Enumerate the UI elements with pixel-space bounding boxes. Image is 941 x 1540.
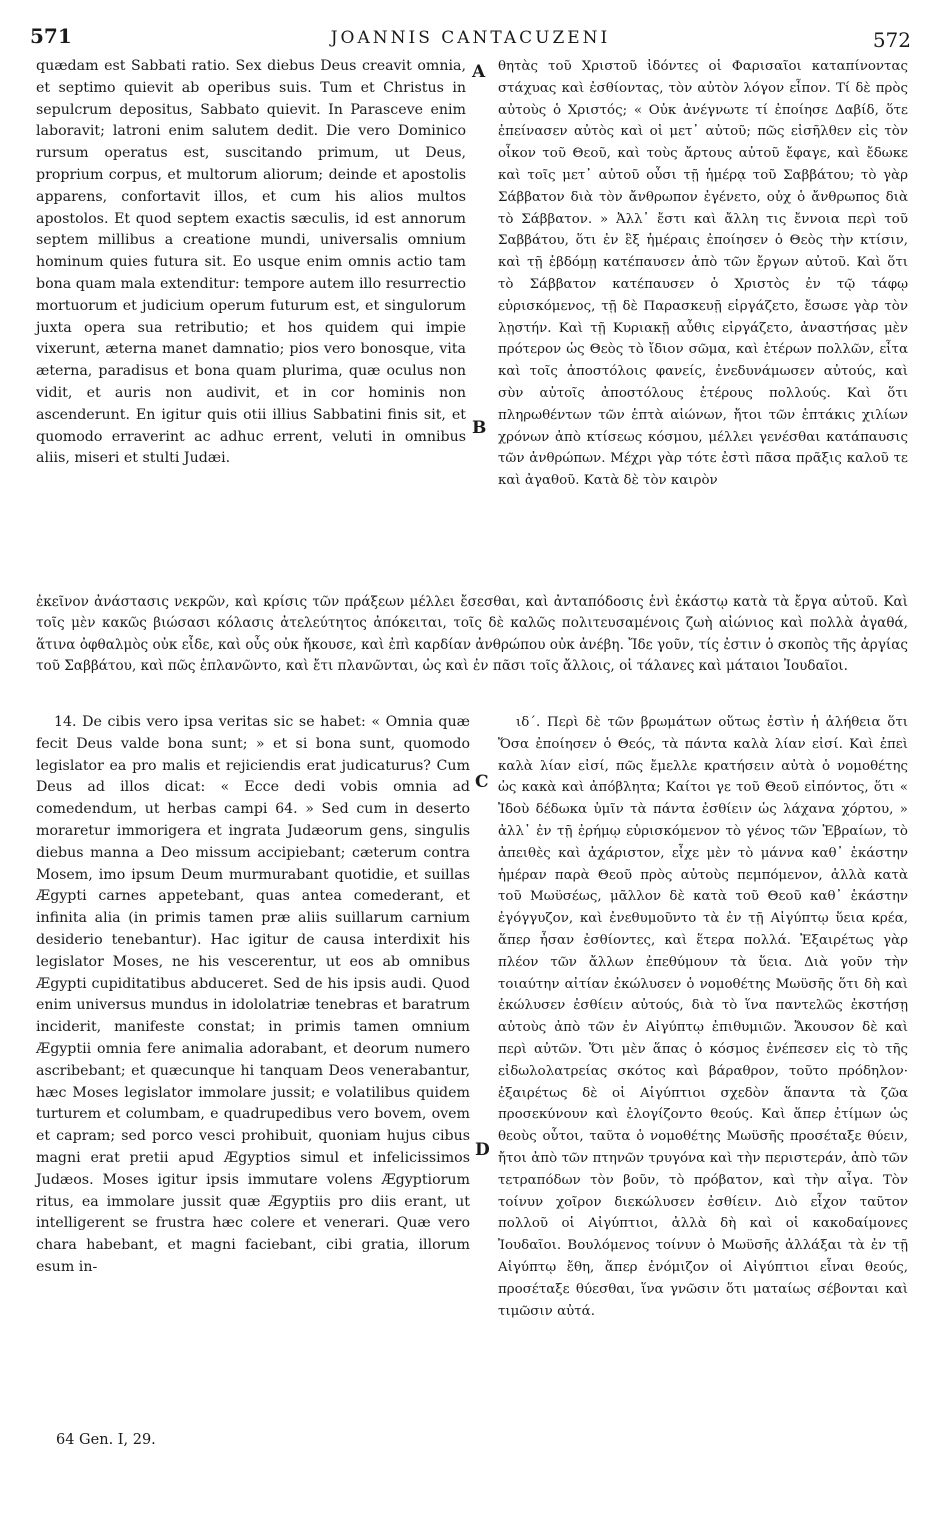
margin-marker-b: B bbox=[472, 418, 487, 438]
margin-marker-d: D bbox=[475, 1140, 490, 1160]
margin-marker-c: C bbox=[475, 772, 489, 792]
page-number-left: 571 bbox=[30, 24, 72, 48]
footnote: 64 Gen. I, 29. bbox=[56, 1432, 156, 1448]
page-number-right: 572 bbox=[872, 28, 911, 52]
greek-paragraph: θητὰς τοῦ Χριστοῦ ἰδόντες οἱ Φαρισαῖοι καταπίνοντας στάχυας καὶ ἐσθίοντας, τὸν αὐτὸν λόγον εἶπον. Τί δὲ πρὸς αὐτοὺς ὁ Χριστός; « Οὐκ ἀνέγνωτε τί ἐποίησε Δαβίδ, ὅτε ἐπείνασεν αὐτὸς καὶ οἱ μετ᾽ αὐτοῦ; πῶς εἰσῆλθεν εἰς τὸν οἶκον τοῦ Θεοῦ, καὶ τοὺς ἄρτους αὐτοῦ ἔφαγε, καὶ ἔδωκε καὶ τοῖς μετ᾽ αὐτοῦ οὖσι τῇ ἡμέρᾳ τοῦ Σαββάτου; τὸ γὰρ Σάββατον διὰ τὸν ἄνθρωπον ἐγένετο, οὐχ ὁ ἄνθρωπος διὰ τὸ Σάββατον. » Ἀλλ᾽ ἔστι καὶ ἄλλη τις ἔννοια περὶ τοῦ Σαββάτου, ὅτι ἐν ἓξ ἡμέραις ἐποίησεν ὁ Θεὸς τὴν κτίσιν, καὶ τῇ ἑβδόμῃ κατέπαυσεν ἀπὸ τῶν ἔργων αὐτοῦ. Καὶ ὅτι τὸ Σάββατον κατέπαυσεν ὁ Χριστὸς ἐν τῷ τάφῳ εὑρισκόμενος, τῇ δὲ Παρασκευῇ εἰργάζετο, ἔσωσε γὰρ τὸν λῃστήν. Καὶ τῇ Κυριακῇ αὖθις εἰργάζετο, ἀναστήσας μὲν πρότερον ὡς Θεὸς τὸ ἴδιον σῶμα, καὶ ἑτέρων πολλῶν, εἶτα καὶ τοῖς ἀποστόλοις φανείς, ἐνεδυνάμωσεν αὐτούς, καὶ σὺν αὐτοῖς ἀποστόλους ἑτέρους πολλούς. Καὶ ὅτι πληρωθέντων τῶν ἑπτὰ αἰώνων, ἤτοι τῶν ἑπτάκις χιλίων χρόνων ἀπὸ κτίσεως κόσμου, μέλλει γενέσθαι κατάπαυσις τῶν ἀνθρώπων. Μέχρι γὰρ τότε ἐστὶ πᾶσα πρᾶξις καλοῦ τε καὶ ἀγαθοῦ. Κατὰ δὲ τὸν καιρὸν bbox=[498, 59, 908, 489]
greek-column-bottom bbox=[498, 712, 908, 1322]
greek-paragraph: ἐκεῖνον ἀνάστασις νεκρῶν, καὶ κρίσις τῶν πράξεων μέλλει ἔσεσθαι, καὶ ἀνταπόδοσις ἑνὶ ἑκάστῳ κατὰ τὰ ἔργα αὐτοῦ. Καὶ τοῖς μὲν κακῶς βιώσασι κόλασις ἀτελεύτητος ἀπόκειται, τοῖς δὲ καλῶς πολιτευσαμένοις ζωὴ αἰώνιος καὶ πολλὰ ἀγαθά, ἅτινα ὀφθαλμὸς οὐκ εἶδε, καὶ οὖς οὐκ ἤκουσε, καὶ ἐπὶ καρδίαν ἀνθρώπου οὐκ ἀνέβη. Ἴδε γοῦν, τίς ἐστιν ὁ σκοπὸς τῆς ἀργίας τοῦ Σαββάτου, καὶ πῶς ἐπλανῶντο, καὶ ἔτι πλανῶνται, ὡς καὶ ἐν πᾶσι τοῖς ἄλλοις, οἱ τάλανες καὶ μάταιοι Ἰουδαῖοι. bbox=[36, 594, 908, 675]
margin-marker-a: A bbox=[472, 62, 486, 82]
running-header bbox=[30, 24, 911, 54]
latin-column-top bbox=[36, 56, 466, 470]
running-title: JOANNIS CANTACUZENI bbox=[330, 28, 611, 48]
latin-paragraph: 14. De cibis vero ipsa veritas sic se habet: « Omnia quæ fecit Deus valde bona sunt; » et si bona sunt, quomodo legislator ea pro malis et rejiciendis erat judicaturus? Cum Deus ad illos dicat: « Ecce dedi vobis omnia ad comedendum, ut herbas campi 64. » Sed cum in deserto moraretur immorigera et ingrata Judæorum gens, singulis diebus manna a Deo missum accipiebant; cæterum contra Mosem, imo ipsum Deum murmurabant quotidie, et suillas Ægypti carnes appetebant, quas antea comederant, et infinita alia (in primis tamen præ aliis suillarum carnium desiderio tenebantur). Hac igitur de causa interdixit his legislator Moses, ne his vescerentur, ut eos ab omnibus Ægypti cupiditatibus abduceret. Sed de his ipsis audi. Quod enim universus mundus in idololatriæ tenebras et baratrum inciderit, manifeste constat; in primis tamen omnium Ægyptii omnia fere animalia adorabant, et deorum numero ascribebant; et quæcunque hi tanquam Deos venerabantur, hæc Moses legislator immolare jussit; e volatilibus quidem turturem et columbam, e quadrupedibus vero bovem, ovem et capram; sed porco vesci prohibuit, quoniam hujus cibus magni erat pretii apud Ægyptios simul et infelicissimos Judæos. Moses igitur ipsis immutare volens Ægyptiorum ritus, ea immolare jussit quæ Ægyptiis pro diis erant, ut intelligerent se frustra hæc colere et venerari. Quæ vero chara habebant, et magni faciebant, cibi gratia, illorum esum in- bbox=[36, 714, 470, 1275]
latin-paragraph: quædam est Sabbati ratio. Sex diebus Deus creavit omnia, et septimo quievit ab operibus suis. Tum et Christus in sepulcrum depositus, Sabbato quievit. In Parasceve enim laboravit; latroni enim salutem dedit. Die vero Dominico rursum operatus est, suscitando primum, ut Deus, proprium corpus, et multorum aliorum; deinde et apostolis apparens, confortavit illos, et cum his alios multos apostolos. Et quod septem exactis sæculis, id est annorum septem millibus a creatione mundi, universalis omnium hominum quies futura sit. Eo usque enim omnis actio tam bona quam mala extenditur: tempore autem illo resurrectio mortuorum et judicium operum futurum est, et singulorum juxta opera sua retributio; et hos quidem qui impie vixerunt, æterna manet damnatio; pios vero bonosque, vita æterna, paradisus et bona quam plurima, quæ oculus non vidit, et auris non audivit, et in cor hominis non ascenderunt. En igitur quis otii illius Sabbatini finis sit, et quomodo erraverint ac adhuc errent, veluti in omnibus aliis, miseri et stulti Judæi. bbox=[36, 58, 466, 467]
latin-column-bottom bbox=[36, 712, 470, 1279]
greek-paragraph: ιδ΄. Περὶ δὲ τῶν βρωμάτων οὕτως ἐστὶν ἡ ἀλήθεια ὅτι Ὅσα ἐποίησεν ὁ Θεός, τὰ πάντα καλὰ λίαν εἰσί. Καὶ ἐπεὶ καλὰ λίαν εἰσί, πῶς ἔμελλε κρατήσειν αὐτὰ ὁ νομοθέτης ὡς κακὰ καὶ ἀπόβλητα; Καίτοι γε τοῦ Θεοῦ εἰπόντος, ὅτι « Ἰδοὺ δέδωκα ὑμῖν τὰ πάντα ἐσθίειν ὡς λάχανα χόρτου, » ἀλλ᾽ ἐν τῇ ἐρήμῳ εὑρισκόμενον τὸ γένος τῶν Ἑβραίων, τὸ ἀπειθὲς καὶ ἀχάριστον, εἶχε μὲν τὸ μάννα καθ᾽ ἑκάστην ἡμέραν παρὰ Θεοῦ πρὸς αὐτοὺς πεμπόμενον, ἀλλὰ κατὰ τοῦ Μωϋσέως, μᾶλλον δὲ κατὰ τοῦ Θεοῦ καθ᾽ ἑκάστην ἐγόγγυζον, καὶ ἐνεθυμοῦντο τὰ ἐν τῇ Αἰγύπτῳ ὕεια κρέα, ἅπερ ἦσαν ἐσθίοντες, καὶ ἕτερα πολλά. Ἐξαιρέτως γὰρ πλέον τῶν ἄλλων ἐπεθύμουν τὰ ὕεια. Διὰ γοῦν τὴν τοιαύτην αἰτίαν ἐκώλυσεν ὁ νομοθέτης Μωϋσῆς ὅτι δὴ καὶ ἐκώλυσεν ἐσθίειν αὐτούς, διὰ τὸ ἵνα παντελῶς ἐκστήσῃ αὐτοὺς ἀπὸ τῶν ἐν Αἰγύπτῳ ἐπιθυμιῶν. Ἄκουσον δὲ καὶ περὶ αὐτῶν. Ὅτι μὲν ἅπας ὁ κόσμος ἐνέπεσεν εἰς τὸ τῆς εἰδωλολατρείας σκότος καὶ βάραθρον, τοῦτο πρόδηλον· ἐξαιρέτως δὲ οἱ Αἰγύπτιοι σχεδὸν ἅπαντα τὰ ζῶα προσεκύνουν καὶ ἐλογίζοντο θεούς. Καὶ ἅπερ ἐτίμων ὡς θεοὺς οὗτοι, ταῦτα ὁ νομοθέτης Μωϋσῆς προσέταξε θύειν, ἤτοι ἀπὸ τῶν πτηνῶν τρυγόνα καὶ τὴν περιστεράν, ἀπὸ τῶν τετραπόδων τὸν βοῦν, τὸ πρόβατον, καὶ τὴν αἶγα. Τὸν τοίνυν χοῖρον διεκώλυσεν ἐσθίειν. Διὸ εἶχον ταῦτον πολλοῦ οἱ Αἰγύπτιοι, ἀλλὰ δὴ καὶ οἱ κακοδαίμονες Ἰουδαῖοι. Βουλόμενος τοίνυν ὁ Μωϋσῆς ἀλλάξαι τὰ ἐν τῇ Αἰγύπτῳ ἔθη, ἅπερ ἐνόμιζον οἱ Αἰγύπτιοι εἶναι θεούς, προσέταξε θύεσθαι, ἵνα γνῶσιν ὅτι ματαίως σέβονται καὶ τιμῶσιν αὐτά. bbox=[498, 715, 908, 1319]
greek-column-top bbox=[498, 56, 908, 492]
greek-full-width-passage bbox=[36, 592, 908, 678]
